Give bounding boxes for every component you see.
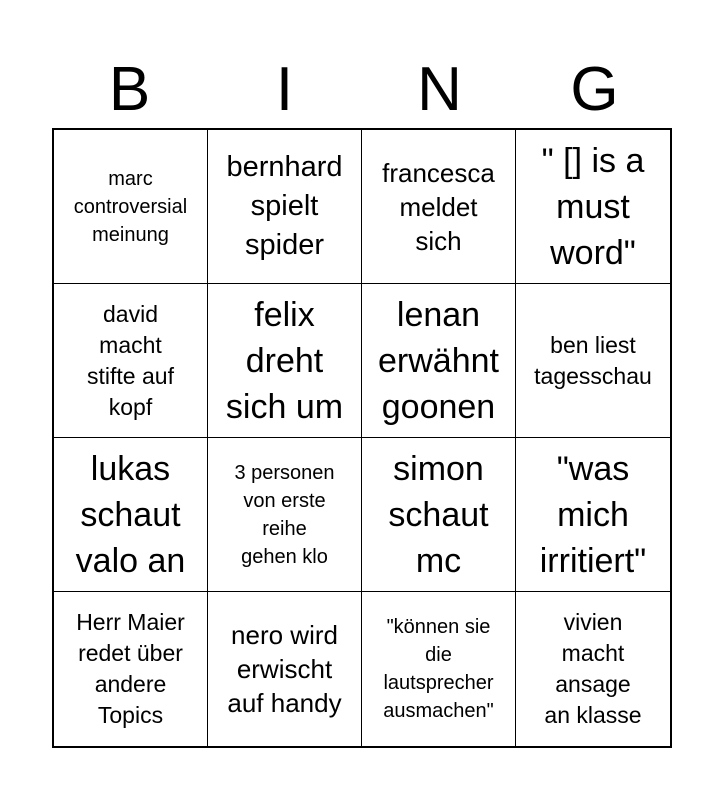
bingo-cell-text: lukas schaut valo an: [75, 449, 186, 580]
bingo-cell-r1c4[interactable]: [516, 130, 670, 284]
bingo-cell-r1c1[interactable]: [54, 130, 208, 284]
bingo-cell-r2c2[interactable]: [208, 284, 362, 438]
bingo-header: [52, 52, 672, 128]
bingo-cell-text: lenan erwähnt goonen: [378, 295, 499, 426]
bingo-cell-r3c1[interactable]: [54, 438, 208, 592]
header-letter-i: I: [275, 55, 294, 124]
header-letter-n: N: [417, 55, 462, 124]
bingo-cell-text: david macht stifte auf kopf: [87, 300, 174, 420]
bingo-cell-text: "können sie die lautsprecher ausmachen": [383, 616, 494, 722]
bingo-cell-text: bernhard spielt spider: [226, 151, 343, 261]
bingo-grid: [52, 128, 672, 748]
bingo-cell-r2c3[interactable]: [362, 284, 516, 438]
bingo-cell-r2c1[interactable]: [54, 284, 208, 438]
bingo-cell-text: ben liest tagesschau: [534, 331, 652, 389]
bingo-cell-r4c1[interactable]: [54, 592, 208, 746]
bingo-cell-text: vivien macht ansage an klasse: [544, 609, 642, 728]
bingo-cell-r4c4[interactable]: [516, 592, 670, 746]
bingo-cell-text: simon schaut mc: [388, 449, 489, 580]
bingo-cell-text: " [] is a must word": [541, 141, 645, 272]
bingo-cell-text: 3 personen von erste reihe gehen klo: [234, 461, 335, 568]
bingo-cell-r2c4[interactable]: [516, 284, 670, 438]
bingo-cell-r1c3[interactable]: [362, 130, 516, 284]
header-letter-b: B: [108, 55, 151, 124]
bingo-cell-r3c2[interactable]: [208, 438, 362, 592]
bingo-cell-text: nero wird erwischt auf handy: [227, 620, 342, 718]
bingo-cell-text: Herr Maier redet über andere Topics: [76, 609, 185, 728]
bingo-cell-text: francesca meldet sich: [382, 157, 495, 256]
header-letter-g: G: [570, 55, 619, 124]
bingo-cell-text: "was mich irritiert": [539, 449, 647, 580]
bingo-cell-r4c2[interactable]: [208, 592, 362, 746]
bingo-cell-text: felix dreht sich um: [225, 295, 344, 426]
bingo-cell-text: marc controversial meinung: [73, 167, 188, 246]
bingo-cell-r1c2[interactable]: [208, 130, 362, 284]
bingo-cell-r4c3[interactable]: [362, 592, 516, 746]
bingo-cell-r3c3[interactable]: [362, 438, 516, 592]
bingo-cell-r3c4[interactable]: [516, 438, 670, 592]
